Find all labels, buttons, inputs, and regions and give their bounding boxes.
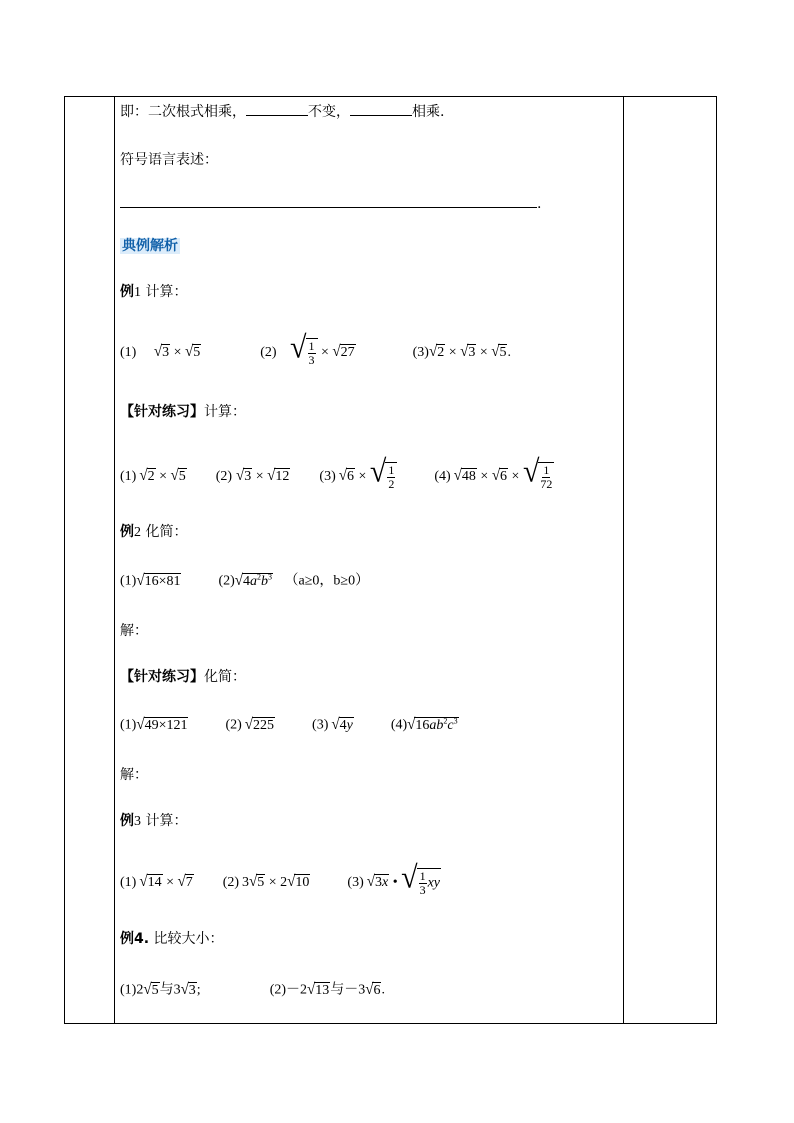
radical: √3x xyxy=(366,873,389,891)
radical: √2 xyxy=(139,467,155,485)
fill-blank-1[interactable] xyxy=(246,115,308,116)
radical: √49×121 xyxy=(136,716,188,734)
radical-fraction: √ $\frac{1}{3}$ xy xyxy=(401,860,440,898)
answer-line-end: . xyxy=(537,196,542,212)
fill-blank-2[interactable] xyxy=(350,115,412,116)
radical: √27 xyxy=(332,343,355,361)
solution-label-1: 解： xyxy=(120,623,148,639)
radical: √3 xyxy=(236,467,252,485)
radical: √12 xyxy=(267,467,290,485)
practice-1-problems: (1) √2 × √5 (2) √3 × √12 (3) √6 × √ $\frac{1}{2}$ (4) √48 × √6 × √ $\frac{1}{72}$ xyxy=(120,454,553,492)
radical: √16×81 xyxy=(136,572,181,590)
practice-2-problems: (1)√49×121 (2) √225 (3) √4y $(4)√16ab^2c^3$ xyxy=(120,715,459,736)
section-heading: 典例解析 xyxy=(122,238,178,254)
radical: √14 xyxy=(139,873,162,891)
example-3-problems: (1) √14 × √7 (2) 3√5 × 2√10 (3) √3x • √ $\frac{1}{3}$ xy xyxy=(120,860,440,898)
example-4-title: 例4. 比较大小： xyxy=(120,931,224,947)
practice-2-title: 【针对练习】化简： xyxy=(120,669,246,685)
radical: √6 xyxy=(338,467,354,485)
example-2-problems: (1)√16×81 $(2)√4a^2b^3$ （a≥0，b≥0） xyxy=(120,571,369,592)
radical: √10 xyxy=(287,873,310,891)
radical: √5 xyxy=(170,467,186,485)
solution-label-2: 解： xyxy=(120,767,148,783)
answer-line[interactable] xyxy=(120,207,537,208)
example-2-title: 例2 化简： xyxy=(120,524,188,540)
radical: √3 xyxy=(153,343,170,361)
radical: √5 xyxy=(249,873,265,891)
radical: √48 xyxy=(453,467,476,485)
radical-fraction: √ $\frac{1}{72}$ xyxy=(522,454,553,492)
radical: √3 xyxy=(460,343,476,361)
radical: $√16ab^2c^3$ xyxy=(407,716,458,734)
rule-prefix: 即：二次根式相乘， xyxy=(120,104,246,120)
example-1-title: 例1 计算： xyxy=(120,284,188,300)
symbolic-label: 符号语言表述： xyxy=(120,152,218,168)
table-column-divider-left xyxy=(114,97,115,1023)
example-4-problems: (1)2√5与3√3; (2)－2√13与－3√6. xyxy=(120,980,385,1001)
radical: √5 xyxy=(491,343,507,361)
radical: √6 xyxy=(365,981,381,999)
radical: √7 xyxy=(177,873,193,891)
radical: √225 xyxy=(244,716,275,734)
practice-1-title: 【针对练习】计算： xyxy=(120,404,246,420)
table-column-divider-right xyxy=(623,97,624,1023)
radical: √6 xyxy=(491,467,508,485)
radical: √5 xyxy=(143,981,159,999)
radical: √4y xyxy=(331,716,353,734)
radical: √2 xyxy=(428,343,445,361)
rule-suffix: 相乘. xyxy=(412,104,445,120)
radical: √3 xyxy=(180,981,196,999)
example-1-problems: (1) √3 × √5 (2) √ $\frac{1}{3}$ × √27 (3)√2 × √3 × √5. xyxy=(120,330,511,368)
rule-mid: 不变， xyxy=(308,104,350,120)
radical-fraction: √ $\frac{1}{3}$ xyxy=(290,338,317,367)
rule-statement xyxy=(120,102,444,122)
radical: √13 xyxy=(307,981,330,999)
radical: √5 xyxy=(184,343,201,361)
radical: $√4a^2b^3$ xyxy=(234,572,273,590)
radical-fraction: √ $\frac{1}{2}$ xyxy=(370,462,397,491)
example-3-title: 例3 计算： xyxy=(120,813,188,829)
